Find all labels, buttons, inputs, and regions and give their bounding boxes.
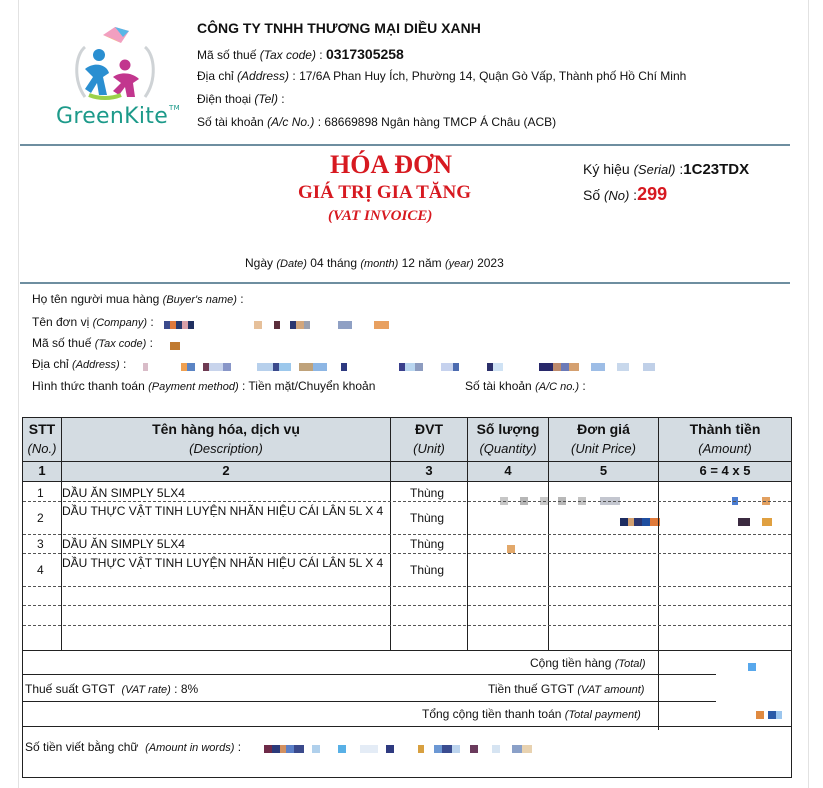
vat-rate-line: Thuế suất GTGT (VAT rate) : 8%: [25, 682, 199, 696]
col-number-5: 5: [548, 461, 659, 482]
invoice-subtitle-en: (VAT INVOICE): [328, 208, 433, 224]
page-border-left: [18, 0, 19, 788]
col-header-unit-price: Đơn giá (Unit Price): [548, 417, 659, 462]
seller-address-line: Địa chỉ (Address) : 17/6A Phan Huy Ích, Phường 14, Quận Gò Vấp, Thành phố Hồ Chí Minh: [197, 69, 687, 83]
buyer-tax-line: Mã số thuế (Tax code) :: [32, 336, 153, 350]
serial-value: 1C23TDX: [683, 161, 750, 178]
invoice-title: HÓA ĐƠN: [330, 150, 453, 179]
total-payment-label: Tổng cộng tiền thanh toán (Total payment): [422, 707, 641, 721]
seller-account-line: Số tài khoản (A/c No.) : 68669898 Ngân hàng TMCP Á Châu (ACB): [197, 115, 557, 129]
invoice-subtitle: GIÁ TRỊ GIA TĂNG: [298, 182, 471, 203]
buyer-name-line: Họ tên người mua hàng (Buyer's name) :: [32, 292, 244, 306]
invoice-date-line: Ngày (Date) 04 tháng (month) 12 năm (year) 2023: [245, 256, 504, 270]
col-header-unit: ĐVT (Unit): [390, 417, 468, 462]
seller-tax-line: Mã số thuế (Tax code) : 0317305258: [197, 46, 404, 62]
buyer-company-line: Tên đơn vị (Company) :: [32, 315, 154, 329]
seller-company-name: CÔNG TY TNHH THƯƠNG MẠI DIỀU XANH: [197, 20, 481, 36]
total-label: Cộng tiền hàng (Total): [530, 656, 646, 670]
seller-tax-code: 0317305258: [325, 46, 404, 62]
buyer-payment-line: Hình thức thanh toán (Payment method) : Tiền mặt/Chuyển khoản: [32, 379, 376, 393]
page-border-right: [808, 0, 809, 788]
seller-account: 68669898 Ngân hàng TMCP Á Châu (ACB): [324, 115, 557, 129]
header-divider: [20, 144, 790, 146]
col-number-6: 6 = 4 x 5: [658, 461, 792, 482]
payment-method: Tiền mặt/Chuyển khoản: [248, 379, 376, 393]
buyer-account-line: Số tài khoản (A/C no.) :: [465, 379, 586, 393]
serial-line: Ký hiệu (Serial) :1C23TDX: [583, 161, 750, 178]
col-number-3: 3: [390, 461, 468, 482]
col-number-2: 2: [61, 461, 391, 482]
col-number-4: 4: [467, 461, 549, 482]
col-number-1: 1: [22, 461, 62, 482]
vat-rate-value: 8%: [180, 682, 199, 696]
col-header-description: Tên hàng hóa, dịch vụ (Description): [61, 417, 391, 462]
vat-amount-label: Tiền thuế GTGT (VAT amount): [488, 682, 645, 696]
seller-address: 17/6A Phan Huy Ích, Phường 14, Quận Gò Vấp, Thành phố Hồ Chí Minh: [299, 69, 687, 83]
title-divider: [20, 282, 790, 284]
col-header-no: STT (No.): [22, 417, 62, 462]
invoice-number: 299: [637, 184, 668, 204]
col-header-quantity: Số lượng (Quantity): [467, 417, 549, 462]
amount-in-words-label: Số tiền viết bằng chữ (Amount in words) :: [25, 740, 242, 754]
buyer-address-line: Địa chỉ (Address) :: [32, 357, 127, 371]
col-header-amount: Thành tiền (Amount): [658, 417, 792, 462]
number-line: Số (No) :299: [583, 184, 668, 204]
seller-tel-line: Điện thoại (Tel) :: [197, 92, 285, 106]
logo-wordmark: GreenKite™: [56, 104, 180, 129]
